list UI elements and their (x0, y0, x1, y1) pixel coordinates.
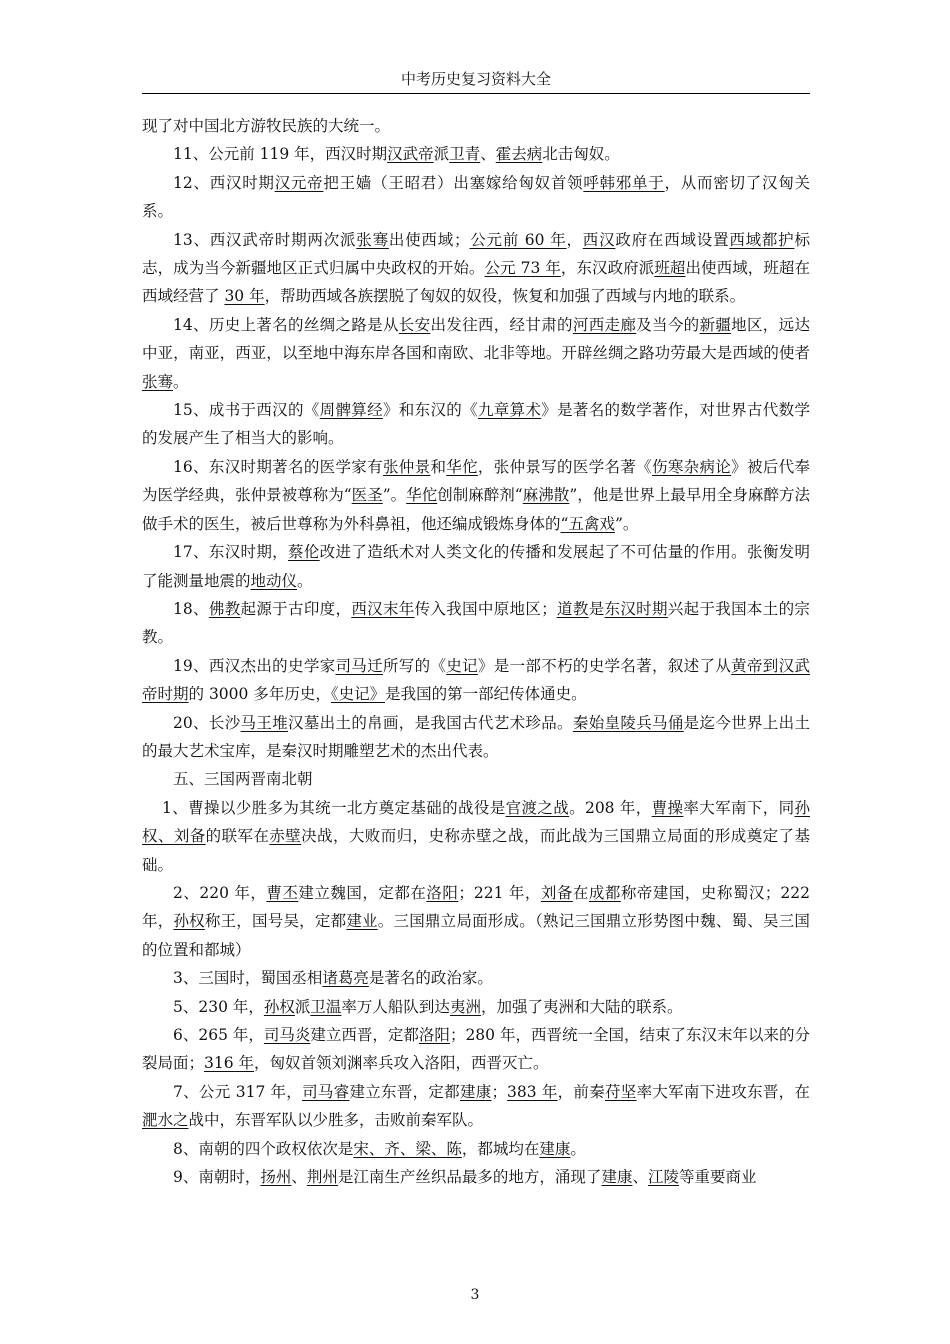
text-run: 。 (297, 571, 313, 590)
text-run: 是迄今世界上出土的最大艺术宝库，是秦汉时期雕塑艺术的杰出代表。 (142, 713, 810, 760)
text-run: 7、公元 317 年， (173, 1082, 303, 1101)
paragraph (142, 794, 810, 879)
text-run: 5、230 年， (173, 997, 264, 1016)
text-run: ；280 年，西晋统一全国，结束了东汉末年以来的分裂局面； (142, 1026, 810, 1073)
text-run: 等重要商业 (678, 1168, 757, 1187)
underlined-keyword: 秦始皇陵兵马俑 (572, 713, 684, 732)
paragraph (142, 964, 810, 992)
underlined-keyword: “五禽戏 (560, 514, 615, 533)
text-run: ”。 (382, 486, 407, 505)
underlined-keyword: 黄帝到汉武帝时期 (142, 656, 810, 704)
text-run: 派 (433, 145, 450, 164)
underlined-keyword: 华佗 (406, 486, 438, 505)
text-run: 9、南朝时， (173, 1168, 261, 1187)
text-run: 、 (632, 1168, 648, 1187)
text-run: 的联军在 (205, 827, 270, 846)
underlined-keyword: 伤寒杂病论 (652, 457, 732, 476)
paragraph (142, 226, 810, 311)
text-run: ，匈奴首领刘渊率兵攻入洛阳，西晋灭亡。 (254, 1054, 549, 1073)
underlined-keyword: 建业 (346, 912, 378, 931)
underlined-keyword: 夷洲 (449, 997, 481, 1016)
underlined-keyword: 官渡之战 (505, 798, 570, 817)
underlined-keyword: 佛教 (208, 599, 241, 618)
text-run: ，加强了夷洲和大陆的联系。 (480, 997, 683, 1016)
text-run: 。三国鼎立局面形成。（熟记三国鼎立形势图中魏、蜀、吴三国的位置和都城） (142, 912, 810, 959)
underlined-keyword: 司马炎 (263, 1026, 311, 1044)
text-run: 15、成书于西汉的《 (173, 401, 320, 420)
underlined-keyword: 新疆 (699, 315, 732, 334)
text-run: 称王，国号吴，定都 (204, 912, 347, 931)
underlined-keyword: 赤壁 (269, 827, 302, 846)
underlined-keyword: 长安 (398, 315, 431, 334)
text-run: 19、西汉杰出的史学家 (173, 656, 336, 675)
underlined-keyword: 成都 (588, 883, 621, 902)
text-run: 是著名的政治家。 (368, 969, 493, 988)
text-run: 传入我国中原地区； (414, 599, 557, 618)
text-run: 决战，大败而归，史称赤壁之战，而此战为三国鼎立局面的形成奠定了基础。 (142, 827, 810, 874)
text-run: 是我国的第一部纪传体通史。 (385, 685, 587, 704)
underlined-keyword: 周髀算经 (319, 401, 383, 420)
text-run: 率大军南下，同 (683, 798, 795, 817)
underlined-keyword: 西汉末年 (351, 599, 415, 618)
underlined-keyword: 383 年 (507, 1082, 558, 1101)
paragraph (142, 1135, 810, 1163)
text-run: 兴起于我国本土的宗教。 (142, 599, 810, 647)
text-run: 出使西域； (388, 230, 470, 249)
underlined-keyword: 孙权、刘备 (142, 798, 810, 846)
text-run: 改进了造纸术对人类文化的传播和发展起了不可估量的作用。张衡发明了能测量地震的 (142, 543, 810, 590)
text-run: 建立西晋，定都 (310, 1026, 419, 1044)
text-run: 地区，远达中亚，南亚，西亚，以至地中海东岸各国和南欧、北非等地。开辟丝绸之路功劳最大是西域的使者 (142, 315, 810, 363)
underlined-keyword: 孙权 (263, 997, 295, 1016)
paragraph (142, 538, 810, 595)
underlined-keyword: 刘备 (540, 883, 573, 902)
underlined-keyword: 史记 (446, 656, 478, 675)
underlined-keyword: 江陵 (647, 1168, 679, 1187)
paragraph (142, 140, 810, 168)
text-run: 。 (570, 1139, 586, 1158)
underlined-keyword: 呼韩邪单于 (583, 173, 665, 192)
text-run: 建立东晋，定都 (349, 1082, 460, 1101)
underlined-keyword: 30 年 (224, 287, 265, 306)
text-run: 17、东汉时期， (173, 543, 289, 562)
text-run: ，帮助西域各族摆脱了匈奴的奴役，恢复和加强了西域与内地的联系。 (264, 287, 746, 306)
paragraph (142, 765, 810, 793)
paragraph (142, 396, 810, 453)
text-run: 汉墓出土的帛画，是我国古代艺术珍品。 (288, 713, 573, 732)
underlined-keyword: 西域都护 (729, 230, 795, 249)
text-run: 战中，东晋军队以少胜多，击败前秦军队。 (188, 1111, 484, 1130)
underlined-keyword: 九章算术 (477, 401, 542, 420)
text-run: 率大军南下进攻东晋，在 (636, 1082, 810, 1101)
text-run: ”，他是世界上最早用全身麻醉方法做手术的医生，被后世尊称为外科鼻祖，他还编成锻炼身体的 (142, 486, 810, 533)
underlined-keyword: 汉武帝 (387, 145, 434, 164)
text-run: 13、西汉武帝时期两次派 (173, 230, 357, 249)
paragraph (142, 1163, 810, 1191)
page-header: 中考历史复习资料大全 (142, 68, 810, 94)
underlined-keyword: 班超 (654, 259, 686, 278)
underlined-keyword: 张骞 (142, 372, 174, 391)
text-run: 创制麻醉剂“ (437, 486, 523, 505)
underlined-keyword: 麻沸散 (522, 486, 570, 505)
text-run: 》被后代奉为医学经典，张仲景被尊称为“ (142, 457, 810, 505)
underlined-keyword: 张骞 (356, 230, 389, 249)
text-run: 11、公元前 119 年，西汉时期 (173, 145, 388, 164)
text-run: 北击匈奴。 (542, 145, 620, 164)
underlined-keyword: 道教 (556, 599, 589, 618)
underlined-keyword: 医圣 (351, 486, 383, 505)
text-run: ， (566, 230, 583, 249)
paragraph (142, 993, 810, 1021)
underlined-keyword: 河西走廊 (572, 315, 637, 334)
underlined-keyword: 建康 (459, 1082, 492, 1101)
text-run: ，张仲景写的医学名著《 (477, 457, 652, 476)
underlined-keyword: 东汉时期 (604, 599, 668, 618)
paragraph (142, 311, 810, 396)
text-run: 标志，成为当今新疆地区正式归属中央政权的开始。 (142, 230, 810, 278)
text-run: 16、东汉时期著名的医学家有 (173, 457, 383, 476)
underlined-keyword: 扬州 (260, 1168, 292, 1187)
text-run: 18、 (173, 599, 209, 618)
text-run: 》是著名的数学著作，对世界古代数学的发展产生了相当大的影响。 (142, 401, 810, 448)
paragraph (142, 453, 810, 538)
underlined-keyword: 洛阳 (418, 1026, 450, 1044)
text-run: ”。 (614, 514, 639, 533)
text-run: ； (491, 1082, 508, 1101)
text-run: 政府在西域设置 (615, 230, 730, 249)
text-run: 6、265 年， (173, 1026, 264, 1044)
text-run: ，都城均在 (461, 1139, 540, 1158)
text-run: ；221 年， (458, 883, 541, 902)
document-body (142, 112, 810, 1191)
paragraph (142, 709, 810, 766)
paragraph (142, 1021, 810, 1078)
paragraph (142, 169, 810, 226)
text-run: 。208 年， (569, 798, 652, 817)
underlined-keyword: 蔡伦 (288, 543, 320, 562)
underlined-keyword: 卫温 (310, 997, 342, 1016)
underlined-keyword: 马王堆 (240, 713, 289, 732)
underlined-keyword: 公元 73 年 (484, 259, 561, 278)
text-run: 所写的《 (382, 656, 447, 675)
text-run: 把王嫱（王昭君）出塞嫁给匈奴首领 (323, 173, 584, 192)
text-run: 、 (291, 1168, 307, 1187)
underlined-keyword: 霍去病 (495, 145, 543, 164)
text-run: 的 3000 多年历史， (188, 685, 331, 704)
text-run: 3、三国时，蜀国丞相 (173, 969, 323, 988)
underlined-keyword: 《史记》 (330, 685, 386, 704)
underlined-keyword: 地动仪 (250, 571, 298, 590)
text-run: 派 (294, 997, 311, 1016)
underlined-keyword: 汉元帝 (274, 173, 324, 192)
underlined-keyword: 孙权 (173, 912, 205, 931)
text-run: ，东汉政府派 (560, 259, 655, 278)
page-number: 3 (470, 1287, 480, 1303)
text-run: 14、历史上著名的丝绸之路是从 (173, 315, 399, 334)
text-run: 称帝建国，史称蜀汉；222 年， (142, 883, 810, 931)
underlined-keyword: 司马迁 (335, 656, 383, 675)
underlined-keyword: 公元前 60 年 (469, 230, 567, 249)
text-run: 》和东汉的《 (382, 401, 478, 420)
text-run: 。 (173, 372, 189, 391)
text-run: 20、长沙 (173, 713, 241, 732)
underlined-keyword: 华佗 (446, 457, 478, 476)
paragraph (142, 1078, 810, 1135)
underlined-keyword: 建康 (539, 1139, 571, 1158)
underlined-keyword: 316 年 (204, 1054, 255, 1073)
text-run: 是江南生产丝织品最多的地方，涌现了 (337, 1168, 602, 1187)
text-run: 8、南朝的四个政权依次是 (173, 1139, 354, 1158)
underlined-keyword: 张仲景 (382, 457, 431, 476)
underlined-keyword: 苻坚 (605, 1082, 637, 1101)
text-run: 出发往西，经甘肃的 (430, 315, 573, 334)
underlined-keyword: 曹丕 (266, 883, 299, 902)
underlined-keyword: 宋、齐、梁、陈 (353, 1139, 462, 1158)
underlined-keyword: 司马睿 (302, 1082, 350, 1101)
underlined-keyword: 荆州 (306, 1168, 338, 1187)
text-run: 在 (572, 883, 589, 902)
text-run: 12、西汉时期 (173, 173, 275, 192)
text-run: 率万人船队到达 (341, 997, 450, 1016)
text-run: 建立魏国，定都在 (298, 883, 427, 902)
text-run: 是 (588, 599, 605, 618)
text-run: ，从而密切了汉匈关系。 (142, 173, 810, 221)
text-run: 出使西域，班超在西域经营了 (142, 259, 810, 306)
paragraph (142, 595, 810, 652)
text-run: 五、三国两晋南北朝 (173, 770, 313, 789)
text-run: 和 (430, 457, 447, 476)
text-run: 1、曹操以少胜多为其统一北方奠定基础的战役是 (162, 798, 506, 817)
underlined-keyword: 卫青 (449, 145, 481, 164)
paragraph (142, 112, 810, 140)
underlined-keyword: 西汉 (582, 230, 616, 249)
text-run: 及当今的 (636, 315, 700, 334)
text-run: 2、220 年， (173, 883, 267, 902)
underlined-keyword: 洛阳 (426, 883, 459, 902)
underlined-keyword: 曹操 (651, 798, 684, 817)
text-run: ，前秦 (557, 1082, 605, 1101)
paragraph (142, 652, 810, 709)
text-run: 、 (480, 145, 496, 164)
text-run: 起源于古印度， (240, 599, 352, 618)
paragraph (142, 879, 810, 964)
text-run: 现了对中国北方游牧民族的大统一。 (142, 117, 391, 135)
underlined-keyword: 建康 (601, 1168, 633, 1187)
underlined-keyword: 淝水之 (142, 1111, 189, 1130)
underlined-keyword: 诸葛亮 (322, 969, 369, 988)
text-run: 》是一部不朽的史学名著，叙述了从 (477, 656, 732, 675)
